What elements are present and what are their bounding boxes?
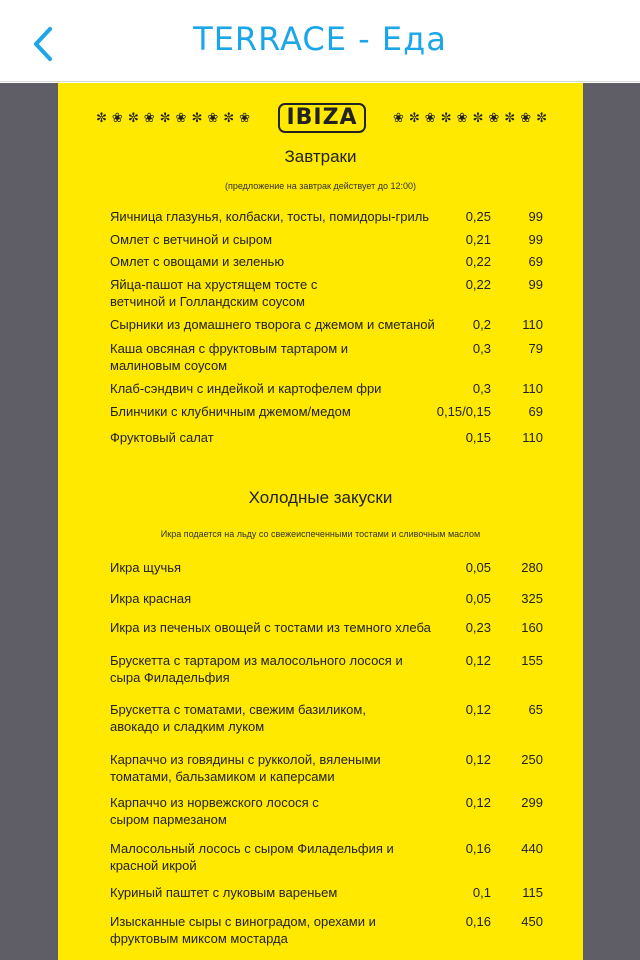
flower-decoration-icon: ❀ ✼ ❀ ✼ ❀ ✼ ❀ ✼ ❀ ✼ [392, 110, 548, 125]
menu-page: ✼ ❀ ✼ ❀ ✼ ❀ ✼ ❀ ✼ ❀ IBIZA ❀ ✼ ❀ ✼ ❀ ✼ ❀ ✼ ❀ ✼ Завтраки (предложение на завтрак действует до 12:00) Яичница глазунья, колбаски, тосты, помидоры-гриль 0,25 99 Омлет с ветчиной и сыром 0,21 99 Омлет с овощами и зеленью 0,22 69 Яйца-пашот на хрустящем тосте с ветчиной и Голландским соусом 0,22 99 Сырники из домашнего творога с джемом и сметаной 0,2 110 Каша овсяная с фруктовым тартаром и малиновым соусом 0,3 79 Клаб-сэндвич с индейкой и картофелем фри 0,3 110 Блинчики с клубничным джемом/медом 0,15/0,15 69 Фруктовый салат 0,15 110 Холодные закуски Икра подается на льду со свежеиспеченными тостами и сливочным маслом Икра щучья 0,05 280 Икра красная 0,05 325 Икра из печеных овощей с тостами из темного хлеба 0,23 160 Брускетта с тартаром из малосольного лосося и сыра Филадельфия 0,12 155 Брускетта с томатами, свежим базиликом, авокадо и сладким луком 0,12 65 Карпаччо из говядины с рукколой, вялеными томатами, бальзамиком и каперсами 0,12 250 Карпаччо из норвежского лосося с сыром пармезаном 0,12 299 Малосольный лосось с сыром Филадельфия и красной икрой 0,16 440 Куриный паштет с луковым вареньем 0,1 115 Изысканные сыры с виноградом, орехами и фруктовым миксом мостарда 0,16 450 [58, 83, 583, 960]
menu-header-ornament [96, 97, 548, 139]
page-title: TERRACE - Еда [193, 20, 447, 58]
flower-decoration-icon: ✼ ❀ ✼ ❀ ✼ ❀ ✼ ❀ ✼ ❀ [96, 110, 252, 125]
menu-image-viewer[interactable] [0, 83, 640, 960]
restaurant-logo: IBIZA [278, 103, 365, 133]
cold-appetizers-note: Икра подается на льду со свежеиспеченными тостами и сливочным маслом [160, 529, 481, 539]
section-title-cold-appetizers: Холодные закуски [248, 488, 393, 507]
section-title-breakfast: Завтраки [284, 147, 357, 166]
navigation-bar [0, 0, 640, 82]
breakfast-note: (предложение на завтрак действует до 12:00) [225, 181, 416, 191]
